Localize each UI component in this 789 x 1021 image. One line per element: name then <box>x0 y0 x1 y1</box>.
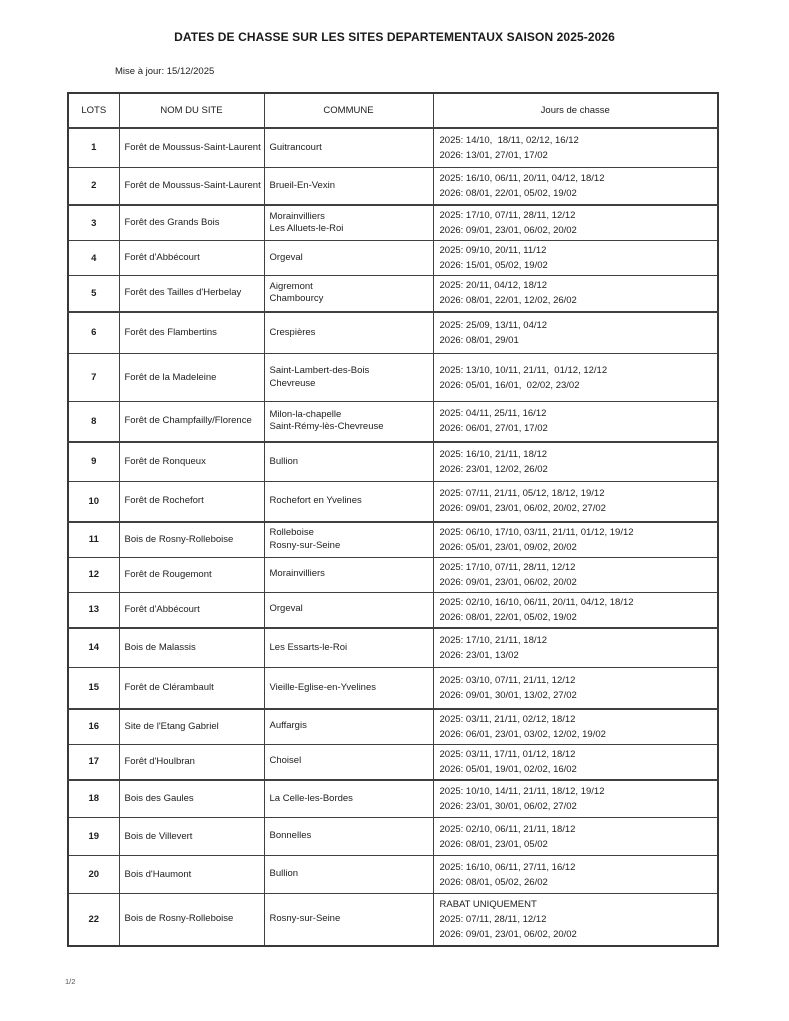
hunting-dates-cell <box>433 592 718 628</box>
date-line: 2025: 16/10, 06/11, 20/11, 04/12, 18/12 <box>439 172 605 184</box>
table-row <box>68 276 718 312</box>
lot-cell: 19 <box>68 818 119 856</box>
commune-line: Les Essarts-le-Roi <box>269 641 348 653</box>
commune-cell <box>264 442 433 482</box>
table-row <box>68 522 718 558</box>
header-site-name: NOM DU SITE <box>119 93 264 128</box>
hunting-dates-cell <box>433 894 718 946</box>
date-line: 2026: 23/01, 13/02 <box>439 649 519 661</box>
date-line: 2025: 03/10, 07/11, 21/11, 12/12 <box>439 674 576 686</box>
commune-line: Rosny-sur-Seine <box>269 913 341 924</box>
updated-date-label: Mise à jour: 15/12/2025 <box>115 66 215 77</box>
hunting-dates-cell <box>433 557 718 592</box>
site-name-cell: Site de l'Etang Gabriel <box>119 709 264 745</box>
date-line: 2026: 08/01, 29/01 <box>439 334 519 346</box>
page-title: DATES DE CHASSE SUR LES SITES DEPARTEMENTAUX SAISON 2025-2026 <box>174 30 615 44</box>
table-row <box>68 402 718 442</box>
site-name-cell: Forêt des Grands Bois <box>119 205 264 241</box>
date-line: 2025: 03/11, 21/11, 02/12, 18/12 <box>439 713 576 725</box>
lot-cell: 5 <box>68 276 119 312</box>
table-row <box>68 241 718 276</box>
date-line: 2025: 17/10, 07/11, 28/11, 12/12 <box>439 561 576 573</box>
site-name-cell: Forêt de Champfailly/Florence <box>119 402 264 442</box>
commune-line: Orgeval <box>269 251 303 263</box>
table-header-row <box>68 93 718 128</box>
hunting-dates-cell <box>433 780 718 818</box>
commune-line: Les Alluets-le-Roi <box>269 223 344 234</box>
commune-cell <box>264 167 433 205</box>
table-row <box>68 628 718 668</box>
date-line: 2026: 08/01, 22/01, 05/02, 19/02 <box>439 611 577 623</box>
table-row <box>68 354 718 402</box>
commune-line: Chambourcy <box>269 293 324 305</box>
site-name-cell: Bois d'Haumont <box>119 856 264 894</box>
table-row <box>68 312 718 354</box>
commune-cell <box>264 709 433 745</box>
date-line: 2025: 25/09, 13/11, 04/12 <box>439 319 548 331</box>
commune-cell <box>264 780 433 818</box>
commune-line: Crespières <box>269 326 316 338</box>
date-line: 2026: 08/01, 05/02, 26/02 <box>439 876 548 888</box>
commune-cell <box>264 557 433 592</box>
commune-cell <box>264 354 433 402</box>
commune-cell <box>264 276 433 312</box>
lot-cell: 10 <box>68 482 119 522</box>
date-line: 2026: 13/01, 27/01, 17/02 <box>439 149 548 161</box>
commune-cell <box>264 592 433 628</box>
site-name-cell: Forêt de Clérambault <box>119 668 264 709</box>
commune-line: Chevreuse <box>269 377 316 389</box>
commune-cell <box>264 402 433 442</box>
lot-cell: 20 <box>68 856 119 894</box>
table-body <box>68 128 718 946</box>
commune-line: Morainvilliers <box>269 210 325 222</box>
date-line: 2025: 16/10, 06/11, 27/11, 16/12 <box>439 861 576 873</box>
site-name-cell: Forêt de Moussus-Saint-Laurent <box>119 128 264 167</box>
date-line: 2025: 02/10, 06/11, 21/11, 18/12 <box>439 823 576 835</box>
commune-cell <box>264 856 433 894</box>
lot-cell: 13 <box>68 592 119 628</box>
hunting-dates-cell <box>433 628 718 668</box>
date-line: 2025: 02/10, 16/10, 06/11, 20/11, 04/12, 18/12 <box>439 596 634 608</box>
header-commune: COMMUNE <box>264 93 433 128</box>
hunting-dates-cell <box>433 442 718 482</box>
lot-cell: 15 <box>68 668 119 709</box>
hunting-dates-cell <box>433 402 718 442</box>
lot-cell: 18 <box>68 780 119 818</box>
date-line: 2026: 09/01, 23/01, 06/02, 20/02, 27/02 <box>439 503 606 515</box>
date-line: RABAT UNIQUEMENT <box>439 898 537 910</box>
date-line: 2025: 04/11, 25/11, 16/12 <box>439 408 547 420</box>
commune-cell <box>264 818 433 856</box>
date-line: 2025: 20/11, 04/12, 18/12 <box>439 280 548 292</box>
table-row <box>68 205 718 241</box>
date-line: 2025: 06/10, 17/10, 03/11, 21/11, 01/12, 19/12 <box>439 526 634 538</box>
commune-line: Brueil-En-Vexin <box>269 179 335 191</box>
date-line: 2026: 08/01, 22/01, 05/02, 19/02 <box>439 187 577 199</box>
table-row <box>68 668 718 709</box>
commune-cell <box>264 894 433 946</box>
date-line: 2026: 09/01, 23/01, 06/02, 20/02 <box>439 576 577 588</box>
table-row <box>68 167 718 205</box>
site-name-cell: Bois de Rosny-Rolleboise <box>119 522 264 558</box>
date-line: 2026: 05/01, 19/01, 02/02, 16/02 <box>439 763 577 775</box>
date-line: 2025: 10/10, 14/11, 21/11, 18/12, 19/12 <box>439 785 605 797</box>
hunting-dates-cell <box>433 276 718 312</box>
table-row <box>68 818 718 856</box>
site-name-cell: Bois des Gaules <box>119 780 264 818</box>
date-line: 2025: 09/10, 20/11, 11/12 <box>439 245 547 256</box>
table-row <box>68 856 718 894</box>
commune-line: Rochefort en Yvelines <box>269 495 362 506</box>
date-line: 2026: 06/01, 27/01, 17/02 <box>439 423 548 435</box>
commune-line: Guitrancourt <box>269 141 322 153</box>
lot-cell: 4 <box>68 241 119 276</box>
lot-cell: 22 <box>68 894 119 946</box>
header-hunting-days: Jours de chasse <box>433 93 718 128</box>
site-name-cell: Forêt d'Abbécourt <box>119 592 264 628</box>
site-name-cell: Forêt de la Madeleine <box>119 354 264 402</box>
lot-cell: 1 <box>68 128 119 167</box>
date-line: 2025: 03/11, 17/11, 01/12, 18/12 <box>439 748 576 760</box>
hunting-dates-cell <box>433 205 718 241</box>
table-row <box>68 894 718 946</box>
hunting-dates-cell <box>433 241 718 276</box>
site-name-cell: Bois de Villevert <box>119 818 264 856</box>
site-name-cell: Bois de Malassis <box>119 628 264 668</box>
table-row <box>68 442 718 482</box>
lot-cell: 2 <box>68 167 119 205</box>
commune-line: Bullion <box>269 455 299 467</box>
lot-cell: 3 <box>68 205 119 241</box>
commune-line: Morainvilliers <box>269 568 325 580</box>
lot-cell: 17 <box>68 744 119 780</box>
site-name-cell: Forêt de Ronqueux <box>119 442 264 482</box>
page-number: 1/2 <box>65 977 76 986</box>
commune-cell <box>264 744 433 780</box>
hunting-dates-cell <box>433 167 718 205</box>
commune-cell <box>264 668 433 709</box>
date-line: 2026: 05/01, 23/01, 09/02, 20/02 <box>439 541 577 553</box>
date-line: 2026: 08/01, 22/01, 12/02, 26/02 <box>439 295 577 307</box>
date-line: 2025: 14/10, 18/11, 02/12, 16/12 <box>439 134 579 146</box>
commune-line: Auffargis <box>269 720 307 732</box>
site-name-cell: Forêt de Rougemont <box>119 557 264 592</box>
table-row <box>68 780 718 818</box>
date-line: 2026: 15/01, 05/02, 19/02 <box>439 260 548 271</box>
lot-cell: 16 <box>68 709 119 745</box>
commune-line: Milon-la-chapelle <box>269 408 342 420</box>
table-row <box>68 744 718 780</box>
commune-line: Saint-Rémy-lès-Chevreuse <box>269 421 384 433</box>
site-name-cell: Forêt d'Abbécourt <box>119 241 264 276</box>
site-name-cell: Forêt de Rochefort <box>119 482 264 522</box>
lot-cell: 6 <box>68 312 119 354</box>
commune-cell <box>264 522 433 558</box>
hunting-dates-cell <box>433 744 718 780</box>
lot-cell: 9 <box>68 442 119 482</box>
table-row <box>68 482 718 522</box>
commune-cell <box>264 312 433 354</box>
site-name-cell: Forêt d'Houlbran <box>119 744 264 780</box>
date-line: 2025: 07/11, 28/11, 12/12 <box>439 913 547 925</box>
commune-cell <box>264 482 433 522</box>
commune-line: Bonnelles <box>269 830 312 842</box>
commune-line: Saint-Lambert-des-Bois <box>269 365 370 376</box>
table-row <box>68 592 718 628</box>
date-line: 2026: 08/01, 23/01, 05/02 <box>439 838 548 850</box>
commune-line: Rosny-sur-Seine <box>269 539 341 551</box>
hunting-dates-cell <box>433 709 718 745</box>
date-line: 2026: 09/01, 23/01, 06/02, 20/02 <box>439 928 577 940</box>
hunting-dates-cell <box>433 522 718 558</box>
commune-cell <box>264 241 433 276</box>
date-line: 2026: 23/01, 30/01, 06/02, 27/02 <box>439 800 577 812</box>
date-line: 2026: 09/01, 23/01, 06/02, 20/02 <box>439 225 577 236</box>
lot-cell: 8 <box>68 402 119 442</box>
table-row <box>68 557 718 592</box>
commune-line: La Celle-les-Bordes <box>269 792 353 804</box>
table-row <box>68 709 718 745</box>
hunting-dates-cell <box>433 818 718 856</box>
commune-line: Orgeval <box>269 603 303 615</box>
site-name-cell: Forêt des Tailles d'Herbelay <box>119 276 264 312</box>
commune-cell <box>264 628 433 668</box>
lot-cell: 7 <box>68 354 119 402</box>
hunting-dates-cell <box>433 856 718 894</box>
table-row <box>68 128 718 167</box>
date-line: 2025: 16/10, 21/11, 18/12 <box>439 448 548 460</box>
site-name-cell: Forêt des Flambertins <box>119 312 264 354</box>
site-name-cell: Bois de Rosny-Rolleboise <box>119 894 264 946</box>
lot-cell: 12 <box>68 557 119 592</box>
site-name-cell: Forêt de Moussus-Saint-Laurent <box>119 167 264 205</box>
lot-cell: 11 <box>68 522 119 558</box>
date-line: 2025: 17/10, 21/11, 18/12 <box>439 634 548 646</box>
date-line: 2026: 05/01, 16/01, 02/02, 23/02 <box>439 379 580 391</box>
lot-cell: 14 <box>68 628 119 668</box>
commune-cell <box>264 205 433 241</box>
hunting-dates-cell <box>433 312 718 354</box>
header-lots: LOTS <box>68 93 119 128</box>
date-line: 2025: 07/11, 21/11, 05/12, 18/12, 19/12 <box>439 488 605 500</box>
date-line: 2026: 09/01, 30/01, 13/02, 27/02 <box>439 689 577 701</box>
commune-line: Aigremont <box>269 280 313 292</box>
date-line: 2026: 23/01, 12/02, 26/02 <box>439 463 548 475</box>
commune-line: Rolleboise <box>269 527 314 538</box>
commune-line: Vieille-Eglise-en-Yvelines <box>269 681 376 693</box>
hunting-dates-cell <box>433 354 718 402</box>
hunting-dates-table <box>67 92 719 947</box>
hunting-dates-cell <box>433 482 718 522</box>
commune-cell <box>264 128 433 167</box>
date-line: 2025: 17/10, 07/11, 28/11, 12/12 <box>439 210 576 221</box>
date-line: 2025: 13/10, 10/11, 21/11, 01/12, 12/12 <box>439 364 608 376</box>
date-line: 2026: 06/01, 23/01, 03/02, 12/02, 19/02 <box>439 728 606 740</box>
commune-line: Bullion <box>269 868 299 880</box>
commune-line: Choisel <box>269 755 302 767</box>
hunting-dates-cell <box>433 668 718 709</box>
hunting-dates-cell <box>433 128 718 167</box>
